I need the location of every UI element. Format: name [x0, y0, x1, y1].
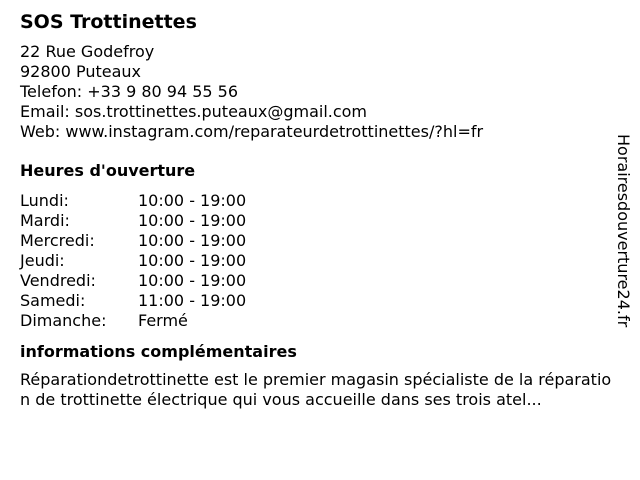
hours-row-monday — [20, 191, 610, 211]
address-city: 92800 Puteaux — [20, 62, 142, 81]
phone-line: Telefon: +33 9 80 94 55 56 — [20, 82, 239, 101]
day-label: Lundi: — [20, 191, 69, 210]
day-label: Dimanche: — [20, 311, 107, 330]
hours-heading: Heures d'ouverture — [20, 161, 196, 180]
day-label: Mercredi: — [20, 231, 95, 250]
day-hours: 10:00 - 19:00 — [138, 231, 247, 250]
web-line: Web: www.instagram.com/reparateurdetrottinettes/?hl=fr — [20, 122, 484, 141]
day-hours: 10:00 - 19:00 — [138, 211, 247, 230]
day-label: Mardi: — [20, 211, 70, 230]
hours-row-wednesday — [20, 231, 610, 251]
business-name: SOS Trottinettes — [20, 11, 197, 33]
email-line: Email: sos.trottinettes.puteaux@gmail.com — [20, 102, 368, 121]
day-label: Jeudi: — [20, 251, 65, 270]
info-text: Réparationdetrottinette est le premier magasin spécialiste de la réparation de trottinette électrique qui vous accueille dans ses trois atel... — [20, 370, 612, 409]
day-hours: Fermé — [138, 311, 188, 330]
day-label: Vendredi: — [20, 271, 96, 290]
address-street: 22 Rue Godefroy — [20, 42, 155, 61]
day-hours: 10:00 - 19:00 — [138, 191, 247, 210]
day-label: Samedi: — [20, 291, 86, 310]
day-hours: 10:00 - 19:00 — [138, 271, 247, 290]
hours-row-saturday — [20, 291, 610, 311]
sidebar-brand-text: Horairesdouverture24.fr — [614, 134, 633, 328]
day-hours: 10:00 - 19:00 — [138, 251, 247, 270]
info-heading: informations complémentaires — [20, 342, 297, 361]
hours-row-friday — [20, 271, 610, 291]
hours-row-tuesday — [20, 211, 610, 231]
hours-row-thursday — [20, 251, 610, 271]
hours-row-sunday — [20, 311, 610, 331]
business-listing — [20, 10, 610, 410]
hours-table — [20, 191, 610, 331]
day-hours: 11:00 - 19:00 — [138, 291, 247, 310]
